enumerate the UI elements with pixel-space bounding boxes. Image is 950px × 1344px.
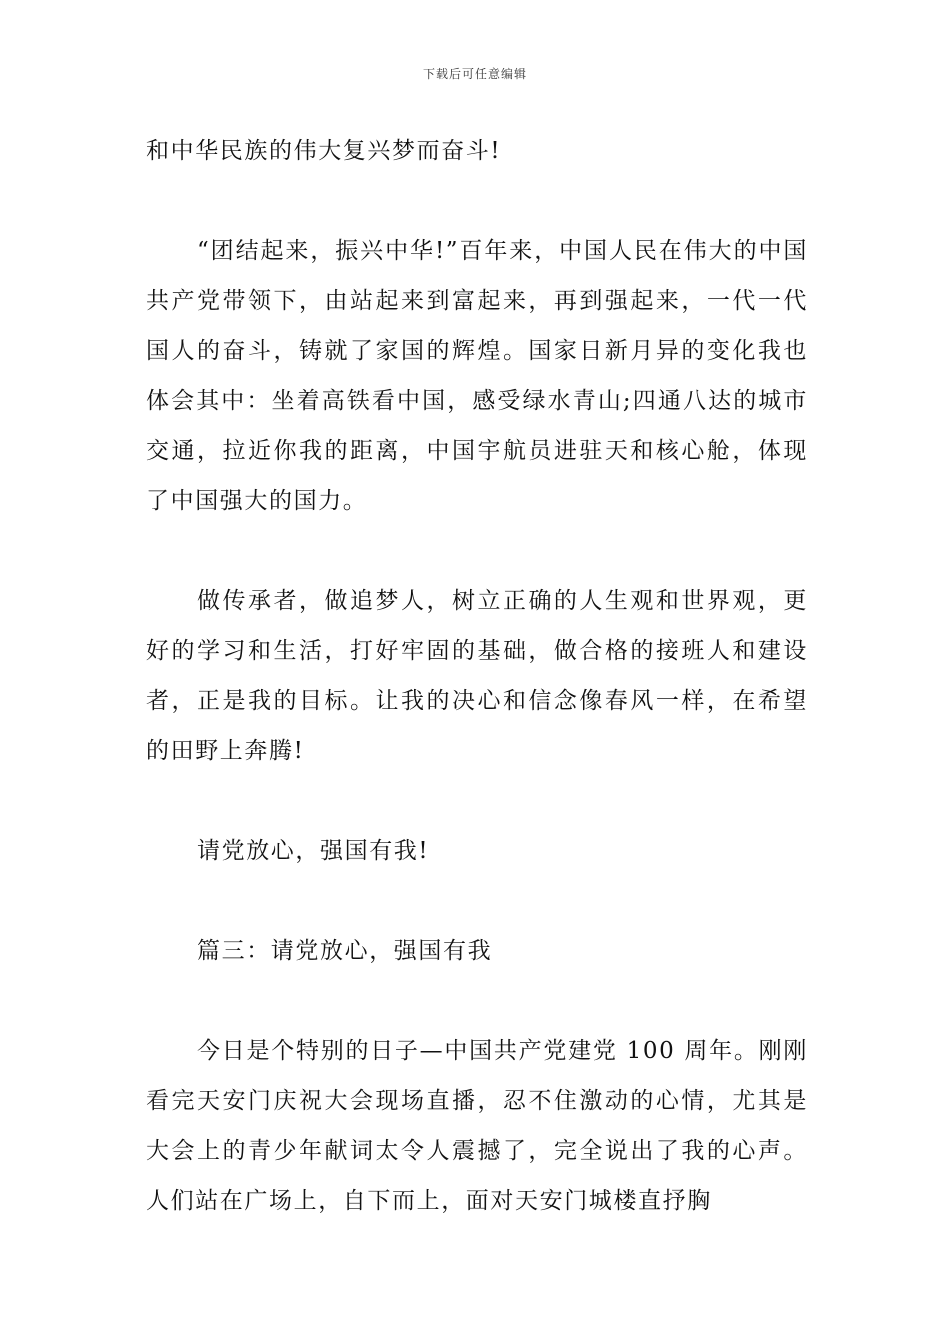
page-header-note: 下载后可任意编辑	[422, 67, 527, 81]
paragraph-inheritor: 做传承者，做追梦人，树立正确的人生观和世界观，更好的学习和生活，打好牢固的基础，做合格的接班人和建设者，正是我的目标。让我的决心和信念像春风一样，在希望的田野上奔腾!	[146, 588, 808, 764]
paragraph-gap	[146, 176, 808, 226]
paragraph-unite-rejuvenate: “团结起来，振兴中华!”百年来，中国人民在伟大的中国共产党带领下，由站起来到富起来，再到强起来，一代一代国人的奋斗，铸就了家国的辉煌。国家日新月异的变化我也体会其中：坐着高铁看中国，感受绿水青山;四通八达的城市交通，拉近你我的距离，中国宇航员进驻天和核心舱，体现了中国强大的国力。	[146, 238, 808, 514]
paragraph-gap	[146, 526, 808, 576]
paragraph-gap	[146, 776, 808, 826]
paragraph-centenary: 今日是个特别的日子—中国共产党建党 100 周年。刚刚看完天安门庆祝大会现场直播，忍不住激动的心情，尤其是大会上的青少年献词太令人震撼了，完全说出了我的心声。人们站在广场上，自下而上，面对天安门城楼直抒胸	[146, 1038, 808, 1214]
paragraph-slogan: 请党放心，强国有我!	[197, 838, 430, 864]
document-body	[146, 126, 808, 1226]
paragraph-gap	[146, 876, 808, 926]
paragraph-continuation: 和中华民族的伟大复兴梦而奋斗!	[146, 138, 502, 164]
paragraph-gap	[146, 976, 808, 1026]
section-heading-part-three: 篇三：请党放心，强国有我	[197, 938, 493, 964]
